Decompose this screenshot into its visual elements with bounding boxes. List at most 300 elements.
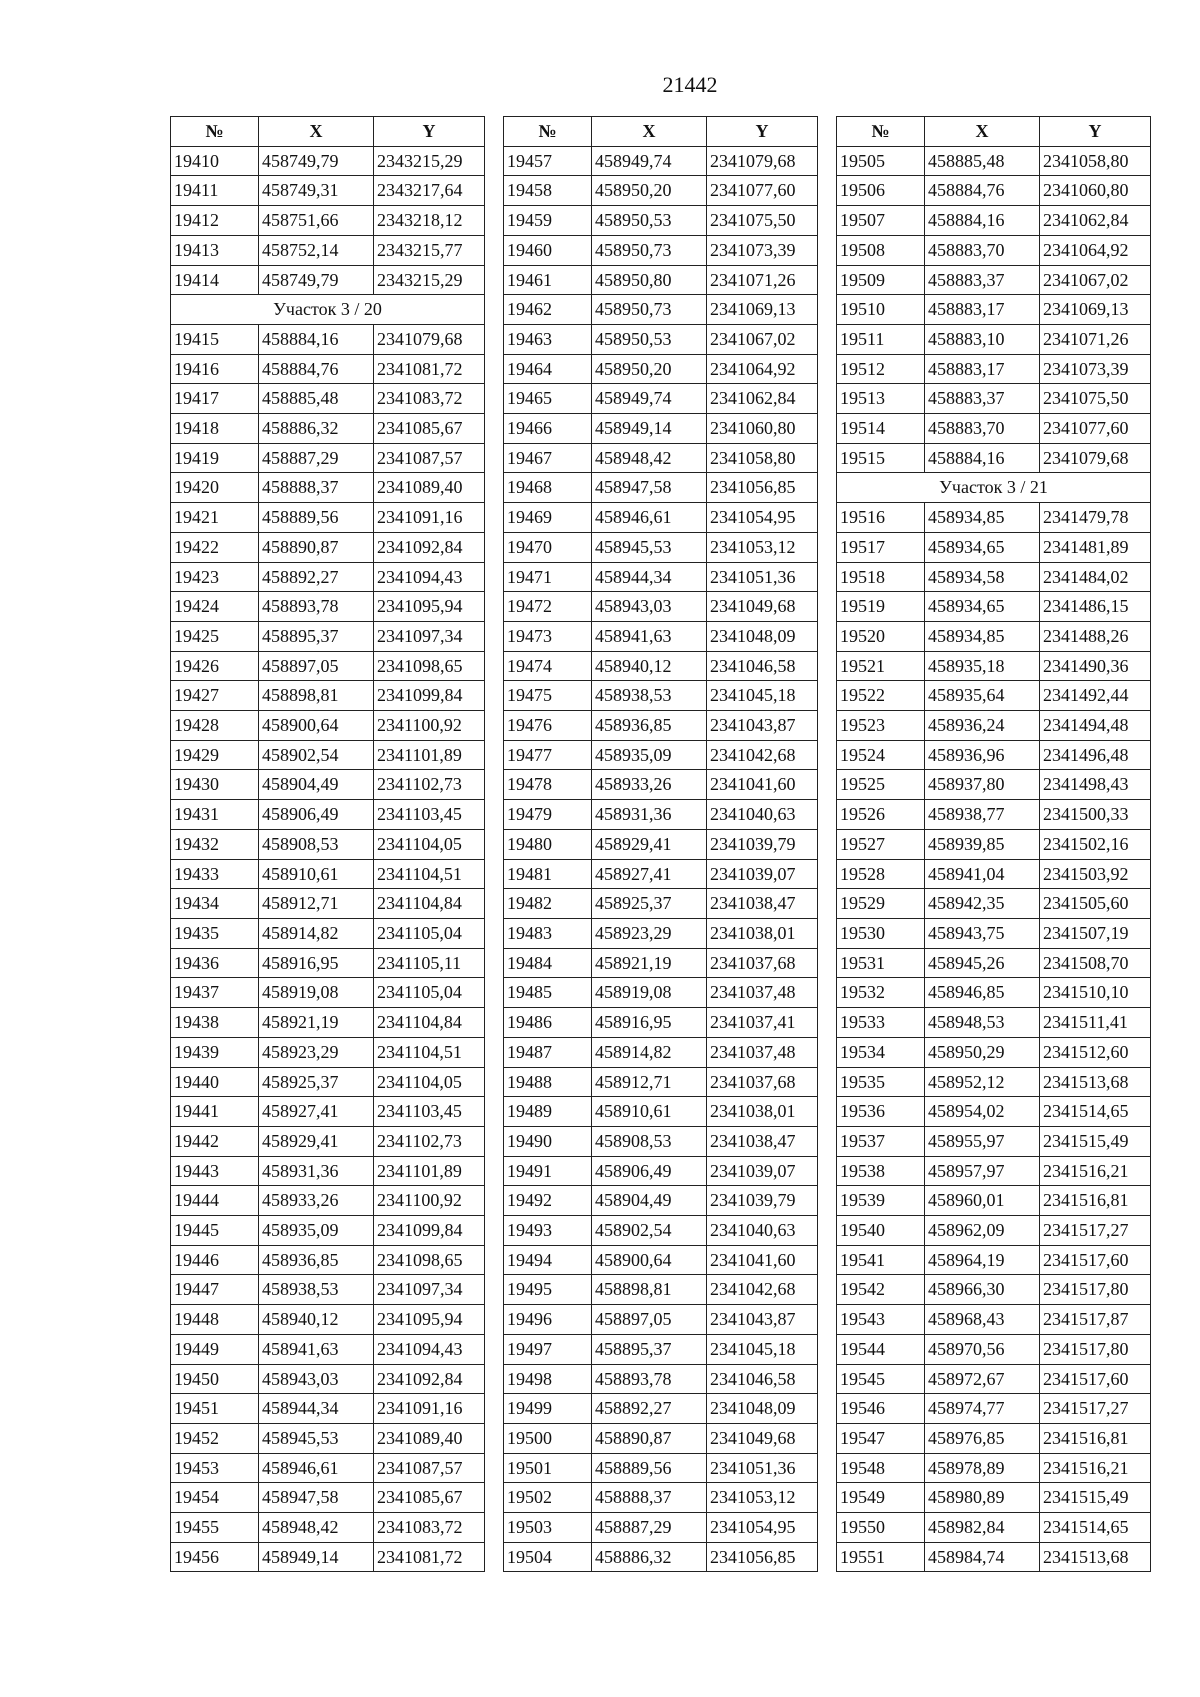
point-number-cell: 19451 — [171, 1394, 259, 1424]
table-row — [504, 562, 818, 592]
y-coordinate-cell: 2341513,68 — [1040, 1067, 1151, 1097]
y-coordinate-cell: 2341104,51 — [374, 859, 485, 889]
x-coordinate-cell: 458925,37 — [259, 1067, 374, 1097]
y-coordinate-cell: 2341515,49 — [1040, 1126, 1151, 1156]
y-coordinate-cell: 2341514,65 — [1040, 1513, 1151, 1543]
y-coordinate-cell: 2341105,04 — [374, 918, 485, 948]
point-number-cell: 19415 — [171, 324, 259, 354]
table-row — [504, 146, 818, 176]
y-coordinate-cell: 2341095,94 — [374, 592, 485, 622]
point-number-cell: 19450 — [171, 1364, 259, 1394]
y-coordinate-cell: 2341512,60 — [1040, 1037, 1151, 1067]
x-coordinate-cell: 458929,41 — [259, 1126, 374, 1156]
y-coordinate-cell: 2341073,39 — [1040, 354, 1151, 384]
x-coordinate-cell: 458978,89 — [925, 1453, 1040, 1483]
table-row — [837, 1394, 1151, 1424]
x-coordinate-cell: 458949,14 — [259, 1542, 374, 1572]
x-coordinate-cell: 458949,14 — [592, 414, 707, 444]
x-coordinate-cell: 458893,78 — [592, 1364, 707, 1394]
table-row — [171, 473, 485, 503]
table-row — [171, 1067, 485, 1097]
x-coordinate-cell: 458886,32 — [259, 414, 374, 444]
y-coordinate-cell: 2341045,18 — [707, 1334, 818, 1364]
y-coordinate-cell: 2341481,89 — [1040, 532, 1151, 562]
y-coordinate-cell: 2341051,36 — [707, 562, 818, 592]
y-coordinate-cell: 2341103,45 — [374, 800, 485, 830]
point-number-cell: 19423 — [171, 562, 259, 592]
x-coordinate-cell: 458938,53 — [259, 1275, 374, 1305]
x-coordinate-cell: 458945,26 — [925, 948, 1040, 978]
table-row — [171, 1216, 485, 1246]
y-coordinate-cell: 2341071,26 — [1040, 324, 1151, 354]
x-coordinate-cell: 458950,53 — [592, 206, 707, 236]
point-number-cell: 19517 — [837, 532, 925, 562]
point-number-cell: 19508 — [837, 235, 925, 265]
table-row — [837, 1334, 1151, 1364]
x-coordinate-cell: 458906,49 — [259, 800, 374, 830]
point-number-cell: 19481 — [504, 859, 592, 889]
point-number-cell: 19424 — [171, 592, 259, 622]
x-coordinate-cell: 458912,71 — [259, 889, 374, 919]
y-coordinate-cell: 2341040,63 — [707, 800, 818, 830]
y-coordinate-cell: 2341103,45 — [374, 1097, 485, 1127]
y-coordinate-cell: 2341479,78 — [1040, 503, 1151, 533]
table-row — [171, 176, 485, 206]
y-coordinate-cell: 2341097,34 — [374, 621, 485, 651]
x-coordinate-cell: 458923,29 — [259, 1037, 374, 1067]
x-coordinate-cell: 458944,34 — [259, 1394, 374, 1424]
point-number-cell: 19448 — [171, 1305, 259, 1335]
point-number-cell: 19533 — [837, 1008, 925, 1038]
table-body — [837, 146, 1151, 1572]
y-coordinate-cell: 2341043,87 — [707, 711, 818, 741]
table-row — [171, 532, 485, 562]
point-number-cell: 19545 — [837, 1364, 925, 1394]
x-coordinate-cell: 458921,19 — [259, 1008, 374, 1038]
x-coordinate-cell: 458889,56 — [592, 1453, 707, 1483]
y-coordinate-cell: 2341039,79 — [707, 1186, 818, 1216]
table-row — [171, 414, 485, 444]
table-row — [837, 443, 1151, 473]
y-coordinate-cell: 2341054,95 — [707, 1513, 818, 1543]
point-number-cell: 19484 — [504, 948, 592, 978]
point-number-cell: 19453 — [171, 1453, 259, 1483]
point-number-cell: 19491 — [504, 1156, 592, 1186]
table-row — [504, 414, 818, 444]
y-coordinate-cell: 2341048,09 — [707, 621, 818, 651]
table-row — [837, 829, 1151, 859]
y-coordinate-cell: 2341085,67 — [374, 414, 485, 444]
x-coordinate-cell: 458749,79 — [259, 265, 374, 295]
point-number-cell: 19502 — [504, 1483, 592, 1513]
y-coordinate-cell: 2341100,92 — [374, 711, 485, 741]
x-coordinate-cell: 458919,08 — [259, 978, 374, 1008]
x-coordinate-cell: 458931,36 — [592, 800, 707, 830]
point-number-cell: 19437 — [171, 978, 259, 1008]
x-coordinate-cell: 458945,53 — [592, 532, 707, 562]
point-number-cell: 19443 — [171, 1156, 259, 1186]
x-coordinate-cell: 458883,17 — [925, 354, 1040, 384]
y-coordinate-cell: 2341045,18 — [707, 681, 818, 711]
table-row — [504, 1513, 818, 1543]
y-coordinate-cell: 2341104,84 — [374, 889, 485, 919]
table-row — [171, 681, 485, 711]
y-coordinate-cell: 2341077,60 — [1040, 414, 1151, 444]
y-coordinate-cell: 2341038,01 — [707, 918, 818, 948]
point-number-cell: 19463 — [504, 324, 592, 354]
point-number-cell: 19509 — [837, 265, 925, 295]
table-row — [171, 740, 485, 770]
y-coordinate-cell: 2343215,29 — [374, 265, 485, 295]
table-row — [504, 265, 818, 295]
x-coordinate-cell: 458952,12 — [925, 1067, 1040, 1097]
x-coordinate-cell: 458948,53 — [925, 1008, 1040, 1038]
x-coordinate-cell: 458948,42 — [259, 1513, 374, 1543]
table-row — [171, 443, 485, 473]
point-number-cell: 19538 — [837, 1156, 925, 1186]
table-row — [504, 621, 818, 651]
x-coordinate-cell: 458931,36 — [259, 1156, 374, 1186]
point-number-cell: 19440 — [171, 1067, 259, 1097]
point-number-cell: 19421 — [171, 503, 259, 533]
x-coordinate-cell: 458751,66 — [259, 206, 374, 236]
point-number-cell: 19500 — [504, 1423, 592, 1453]
x-coordinate-cell: 458950,20 — [592, 354, 707, 384]
point-number-cell: 19551 — [837, 1542, 925, 1572]
y-coordinate-cell: 2341484,02 — [1040, 562, 1151, 592]
x-coordinate-cell: 458948,42 — [592, 443, 707, 473]
x-coordinate-cell: 458934,65 — [925, 592, 1040, 622]
y-coordinate-cell: 2341062,84 — [707, 384, 818, 414]
point-number-cell: 19535 — [837, 1067, 925, 1097]
table-body — [504, 146, 818, 1572]
table-row — [837, 1423, 1151, 1453]
table-row — [504, 681, 818, 711]
point-number-cell: 19540 — [837, 1216, 925, 1246]
x-coordinate-cell: 458935,09 — [259, 1216, 374, 1246]
table-row — [504, 1097, 818, 1127]
y-coordinate-cell: 2341517,80 — [1040, 1275, 1151, 1305]
x-coordinate-cell: 458885,48 — [925, 146, 1040, 176]
y-coordinate-cell: 2341087,57 — [374, 1453, 485, 1483]
y-coordinate-cell: 2341083,72 — [374, 1513, 485, 1543]
x-coordinate-cell: 458946,85 — [925, 978, 1040, 1008]
header-x: X — [592, 117, 707, 147]
table-row — [171, 621, 485, 651]
table-row — [504, 1216, 818, 1246]
point-number-cell: 19458 — [504, 176, 592, 206]
point-number-cell: 19428 — [171, 711, 259, 741]
table-row — [171, 1126, 485, 1156]
point-number-cell: 19459 — [504, 206, 592, 236]
y-coordinate-cell: 2341100,92 — [374, 1186, 485, 1216]
x-coordinate-cell: 458941,63 — [592, 621, 707, 651]
x-coordinate-cell: 458966,30 — [925, 1275, 1040, 1305]
y-coordinate-cell: 2341091,16 — [374, 503, 485, 533]
table-row — [837, 948, 1151, 978]
header-number: № — [171, 117, 259, 147]
y-coordinate-cell: 2341505,60 — [1040, 889, 1151, 919]
table-row — [504, 1483, 818, 1513]
point-number-cell: 19544 — [837, 1334, 925, 1364]
x-coordinate-cell: 458934,85 — [925, 503, 1040, 533]
y-coordinate-cell: 2341069,13 — [1040, 295, 1151, 325]
x-coordinate-cell: 458940,12 — [259, 1305, 374, 1335]
point-number-cell: 19515 — [837, 443, 925, 473]
x-coordinate-cell: 458749,31 — [259, 176, 374, 206]
point-number-cell: 19414 — [171, 265, 259, 295]
y-coordinate-cell: 2341101,89 — [374, 740, 485, 770]
x-coordinate-cell: 458889,56 — [259, 503, 374, 533]
point-number-cell: 19543 — [837, 1305, 925, 1335]
point-number-cell: 19457 — [504, 146, 592, 176]
header-x: X — [259, 117, 374, 147]
x-coordinate-cell: 458749,79 — [259, 146, 374, 176]
point-number-cell: 19532 — [837, 978, 925, 1008]
y-coordinate-cell: 2341517,80 — [1040, 1334, 1151, 1364]
point-number-cell: 19482 — [504, 889, 592, 919]
table-row — [171, 859, 485, 889]
point-number-cell: 19469 — [504, 503, 592, 533]
table-row — [504, 176, 818, 206]
table-row — [171, 354, 485, 384]
point-number-cell: 19492 — [504, 1186, 592, 1216]
point-number-cell: 19489 — [504, 1097, 592, 1127]
x-coordinate-cell: 458895,37 — [592, 1334, 707, 1364]
y-coordinate-cell: 2341079,68 — [707, 146, 818, 176]
table-row — [504, 532, 818, 562]
x-coordinate-cell: 458934,58 — [925, 562, 1040, 592]
table-row — [504, 206, 818, 236]
point-number-cell: 19461 — [504, 265, 592, 295]
x-coordinate-cell: 458892,27 — [592, 1394, 707, 1424]
x-coordinate-cell: 458925,37 — [592, 889, 707, 919]
x-coordinate-cell: 458934,85 — [925, 621, 1040, 651]
table-row — [171, 1037, 485, 1067]
table-row — [504, 1008, 818, 1038]
x-coordinate-cell: 458884,16 — [259, 324, 374, 354]
x-coordinate-cell: 458950,80 — [592, 265, 707, 295]
x-coordinate-cell: 458927,41 — [259, 1097, 374, 1127]
x-coordinate-cell: 458884,16 — [925, 206, 1040, 236]
point-number-cell: 19524 — [837, 740, 925, 770]
y-coordinate-cell: 2341105,04 — [374, 978, 485, 1008]
table-row — [171, 1305, 485, 1335]
point-number-cell: 19522 — [837, 681, 925, 711]
y-coordinate-cell: 2341051,36 — [707, 1453, 818, 1483]
y-coordinate-cell: 2341498,43 — [1040, 770, 1151, 800]
y-coordinate-cell: 2341049,68 — [707, 1423, 818, 1453]
point-number-cell: 19505 — [837, 146, 925, 176]
table-row — [837, 503, 1151, 533]
y-coordinate-cell: 2341101,89 — [374, 1156, 485, 1186]
y-coordinate-cell: 2341067,02 — [1040, 265, 1151, 295]
x-coordinate-cell: 458960,01 — [925, 1186, 1040, 1216]
table-row — [504, 1186, 818, 1216]
table-row — [171, 1542, 485, 1572]
y-coordinate-cell: 2341486,15 — [1040, 592, 1151, 622]
table-row — [504, 889, 818, 919]
y-coordinate-cell: 2341515,49 — [1040, 1483, 1151, 1513]
point-number-cell: 19471 — [504, 562, 592, 592]
y-coordinate-cell: 2341092,84 — [374, 1364, 485, 1394]
y-coordinate-cell: 2343215,29 — [374, 146, 485, 176]
point-number-cell: 19410 — [171, 146, 259, 176]
point-number-cell: 19447 — [171, 1275, 259, 1305]
table-row — [504, 1364, 818, 1394]
table-body — [171, 146, 485, 1572]
y-coordinate-cell: 2341089,40 — [374, 1423, 485, 1453]
y-coordinate-cell: 2341494,48 — [1040, 711, 1151, 741]
y-coordinate-cell: 2341517,27 — [1040, 1216, 1151, 1246]
table-row — [837, 978, 1151, 1008]
point-number-cell: 19512 — [837, 354, 925, 384]
y-coordinate-cell: 2341104,51 — [374, 1037, 485, 1067]
point-number-cell: 19442 — [171, 1126, 259, 1156]
point-number-cell: 19467 — [504, 443, 592, 473]
y-coordinate-cell: 2341040,63 — [707, 1216, 818, 1246]
y-coordinate-cell: 2341098,65 — [374, 1245, 485, 1275]
x-coordinate-cell: 458927,41 — [592, 859, 707, 889]
table-row — [837, 206, 1151, 236]
point-number-cell: 19530 — [837, 918, 925, 948]
x-coordinate-cell: 458890,87 — [592, 1423, 707, 1453]
y-coordinate-cell: 2341502,16 — [1040, 829, 1151, 859]
table-row — [837, 621, 1151, 651]
y-coordinate-cell: 2341064,92 — [707, 354, 818, 384]
y-coordinate-cell: 2341053,12 — [707, 532, 818, 562]
point-number-cell: 19488 — [504, 1067, 592, 1097]
x-coordinate-cell: 458890,87 — [259, 532, 374, 562]
table-row — [504, 859, 818, 889]
x-coordinate-cell: 458943,75 — [925, 918, 1040, 948]
x-coordinate-cell: 458883,70 — [925, 235, 1040, 265]
table-row — [837, 384, 1151, 414]
point-number-cell: 19490 — [504, 1126, 592, 1156]
x-coordinate-cell: 458888,37 — [259, 473, 374, 503]
table-row — [837, 1542, 1151, 1572]
x-coordinate-cell: 458950,53 — [592, 324, 707, 354]
x-coordinate-cell: 458935,64 — [925, 681, 1040, 711]
table-row — [837, 1097, 1151, 1127]
x-coordinate-cell: 458906,49 — [592, 1156, 707, 1186]
point-number-cell: 19429 — [171, 740, 259, 770]
table-header-row — [504, 117, 818, 147]
point-number-cell: 19503 — [504, 1513, 592, 1543]
y-coordinate-cell: 2341099,84 — [374, 1216, 485, 1246]
table-row — [171, 1156, 485, 1186]
y-coordinate-cell: 2341053,12 — [707, 1483, 818, 1513]
y-coordinate-cell: 2341500,33 — [1040, 800, 1151, 830]
y-coordinate-cell: 2341490,36 — [1040, 651, 1151, 681]
table-row — [837, 176, 1151, 206]
table-row — [171, 146, 485, 176]
header-y: Y — [707, 117, 818, 147]
x-coordinate-cell: 458883,37 — [925, 384, 1040, 414]
x-coordinate-cell: 458949,74 — [592, 384, 707, 414]
x-coordinate-cell: 458916,95 — [592, 1008, 707, 1038]
point-number-cell: 19460 — [504, 235, 592, 265]
y-coordinate-cell: 2341056,85 — [707, 473, 818, 503]
x-coordinate-cell: 458942,35 — [925, 889, 1040, 919]
table-row — [837, 1305, 1151, 1335]
point-number-cell: 19501 — [504, 1453, 592, 1483]
point-number-cell: 19499 — [504, 1394, 592, 1424]
table-row — [171, 978, 485, 1008]
y-coordinate-cell: 2341104,05 — [374, 1067, 485, 1097]
x-coordinate-cell: 458954,02 — [925, 1097, 1040, 1127]
table-row — [837, 354, 1151, 384]
point-number-cell: 19498 — [504, 1364, 592, 1394]
point-number-cell: 19465 — [504, 384, 592, 414]
table-row — [837, 770, 1151, 800]
table-row — [504, 503, 818, 533]
table-row — [171, 324, 485, 354]
y-coordinate-cell: 2341058,80 — [1040, 146, 1151, 176]
x-coordinate-cell: 458884,16 — [925, 443, 1040, 473]
y-coordinate-cell: 2341067,02 — [707, 324, 818, 354]
point-number-cell: 19507 — [837, 206, 925, 236]
table-row — [171, 265, 485, 295]
x-coordinate-cell: 458883,10 — [925, 324, 1040, 354]
table-row — [837, 146, 1151, 176]
table-row — [504, 1423, 818, 1453]
y-coordinate-cell: 2341091,16 — [374, 1394, 485, 1424]
point-number-cell: 19521 — [837, 651, 925, 681]
point-number-cell: 19435 — [171, 918, 259, 948]
table-row — [837, 295, 1151, 325]
y-coordinate-cell: 2341038,01 — [707, 1097, 818, 1127]
y-coordinate-cell: 2341062,84 — [1040, 206, 1151, 236]
table-row — [837, 1067, 1151, 1097]
table-row — [171, 1334, 485, 1364]
table-row — [837, 681, 1151, 711]
header-y: Y — [374, 117, 485, 147]
y-coordinate-cell: 2341488,26 — [1040, 621, 1151, 651]
point-number-cell: 19539 — [837, 1186, 925, 1216]
point-number-cell: 19413 — [171, 235, 259, 265]
y-coordinate-cell: 2341049,68 — [707, 592, 818, 622]
section-row — [171, 295, 485, 325]
y-coordinate-cell: 2341508,70 — [1040, 948, 1151, 978]
table-row — [171, 1275, 485, 1305]
point-number-cell: 19426 — [171, 651, 259, 681]
point-number-cell: 19496 — [504, 1305, 592, 1335]
coordinate-table-2 — [503, 116, 818, 1572]
point-number-cell: 19541 — [837, 1245, 925, 1275]
x-coordinate-cell: 458974,77 — [925, 1394, 1040, 1424]
x-coordinate-cell: 458919,08 — [592, 978, 707, 1008]
point-number-cell: 19514 — [837, 414, 925, 444]
y-coordinate-cell: 2341092,84 — [374, 532, 485, 562]
table-row — [171, 1394, 485, 1424]
x-coordinate-cell: 458914,82 — [259, 918, 374, 948]
page-number: 21442 — [662, 72, 718, 97]
point-number-cell: 19520 — [837, 621, 925, 651]
y-coordinate-cell: 2341075,50 — [707, 206, 818, 236]
x-coordinate-cell: 458887,29 — [259, 443, 374, 473]
table-row — [504, 711, 818, 741]
x-coordinate-cell: 458883,70 — [925, 414, 1040, 444]
point-number-cell: 19511 — [837, 324, 925, 354]
y-coordinate-cell: 2341511,41 — [1040, 1008, 1151, 1038]
y-coordinate-cell: 2341496,48 — [1040, 740, 1151, 770]
point-number-cell: 19455 — [171, 1513, 259, 1543]
table-row — [504, 829, 818, 859]
section-label: Участок 3 / 20 — [171, 295, 485, 325]
table-row — [171, 711, 485, 741]
y-coordinate-cell: 2341037,68 — [707, 1067, 818, 1097]
